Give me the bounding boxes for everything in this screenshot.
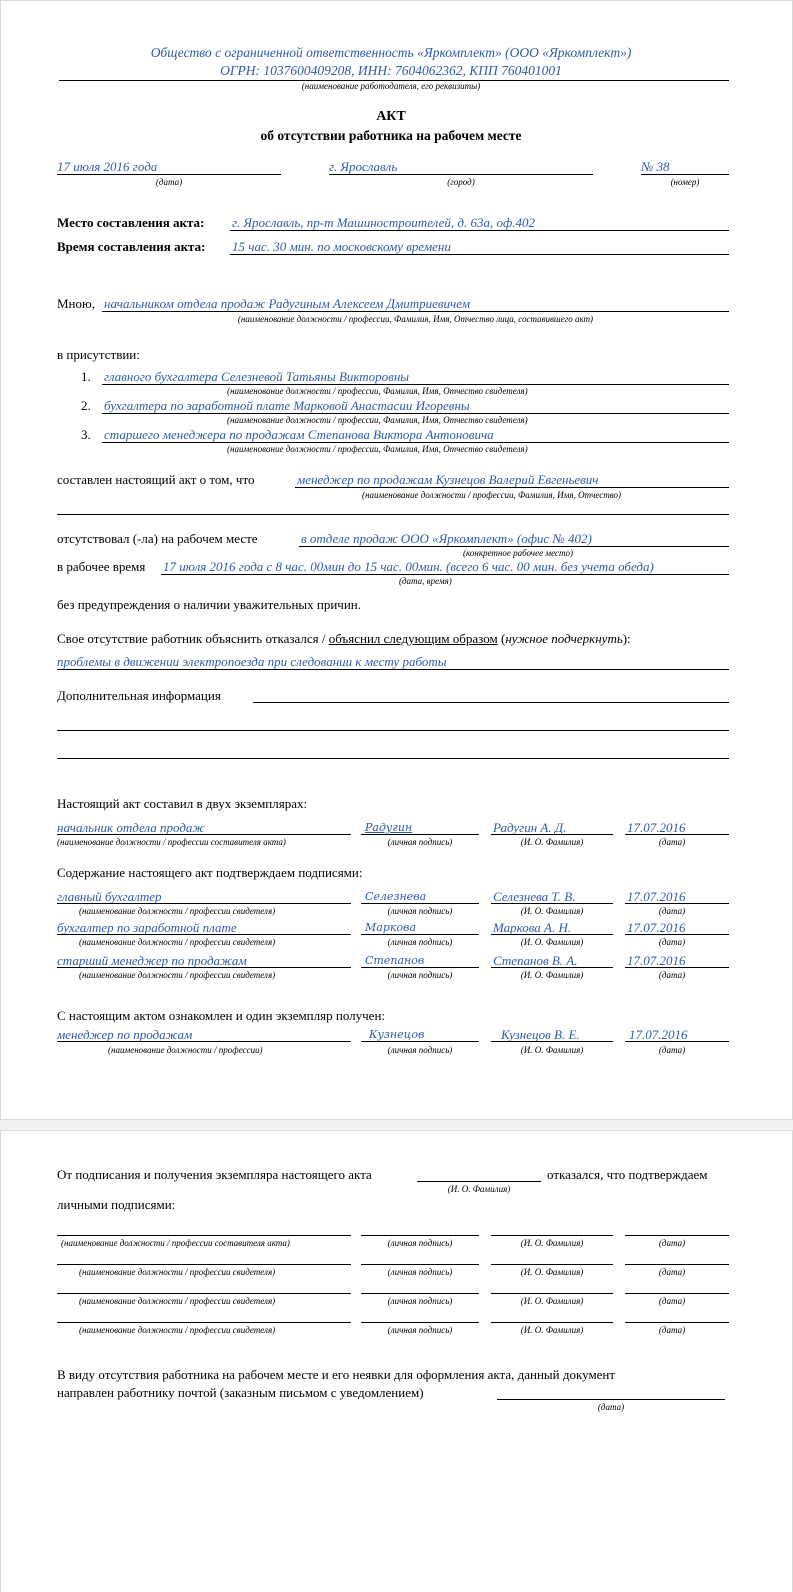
absence-place-caption: (конкретное рабочее место) [463, 548, 573, 558]
time-label: Время составления акта: [57, 239, 206, 254]
act-date: 17 июля 2016 года [57, 159, 158, 174]
underline [57, 1235, 351, 1236]
underline [491, 834, 613, 835]
date-caption: (дата) [658, 837, 686, 847]
date-caption: (дата) [658, 1296, 686, 1306]
refusal-text-continued: личными подписями: [57, 1197, 176, 1212]
underline [361, 834, 479, 835]
underline [361, 934, 479, 935]
mail-text-2: направлен работнику почтой (заказным письмом с уведомлением) [57, 1385, 424, 1400]
underline [491, 1322, 613, 1323]
name-caption: (И. О. Фамилия) [520, 1325, 584, 1335]
refusal-text-start: От подписания и получения экземпляра настоящего акта [57, 1167, 372, 1182]
acquainted-label: С настоящим актом ознакомлен и один экземпляр получен: [57, 1008, 386, 1023]
name-caption: (И. О. Фамилия) [520, 906, 584, 916]
date-caption: (дата) [658, 906, 686, 916]
underline [491, 1235, 613, 1236]
author-caption: (наименование должности / профессии, Фамилия, Имя, Отчество лица, составившего акт) [237, 314, 594, 324]
employee-signature: Кузнецов [369, 1028, 425, 1041]
act-number: № 38 [641, 159, 670, 174]
composer-date: 17.07.2016 [627, 820, 686, 835]
employee-position: менеджер по продажам [57, 1027, 193, 1042]
org-name: Общество с ограниченной ответственность «Яркомплект» (ООО «Яркомплект») [150, 45, 632, 60]
underline [57, 934, 351, 935]
underline [491, 934, 613, 935]
explanation-note-open: ( [497, 631, 506, 646]
name-caption: (И. О. Фамилия) [520, 1296, 584, 1306]
underline [57, 1293, 351, 1294]
date-caption: (дата) [658, 1045, 686, 1055]
name-caption: (И. О. Фамилия) [520, 1045, 584, 1055]
underline [625, 1293, 729, 1294]
witness-position: бухгалтер по заработной плате [57, 920, 237, 935]
number-caption: (номер) [670, 177, 700, 187]
position-caption: (наименование должности / профессии) [108, 1045, 263, 1055]
witness-date: 17.07.2016 [627, 920, 686, 935]
signature-caption: (личная подпись) [387, 837, 453, 847]
underline [299, 546, 729, 547]
witness-position: старший менеджер по продажам [57, 953, 247, 968]
name-caption: (И. О. Фамилия) [520, 1267, 584, 1277]
explanation-value: проблемы в движении электропоезда при следовании к месту работы [57, 654, 447, 669]
underline [253, 702, 729, 703]
name-caption: (И. О. Фамилия) [520, 970, 584, 980]
doc-subtitle: об отсутствии работника на рабочем месте [260, 128, 522, 143]
witness-date: 17.07.2016 [627, 953, 686, 968]
underline [57, 1322, 351, 1323]
underline [57, 903, 351, 904]
witness-number: 1. [81, 369, 91, 384]
underline [161, 574, 729, 575]
underline [57, 514, 729, 515]
signature-caption: (личная подпись) [387, 1296, 453, 1306]
witness-position: главный бухгалтер [57, 889, 162, 904]
underline [361, 1322, 479, 1323]
underline [102, 442, 729, 443]
position-caption: (наименование должности / профессии свидетеля) [79, 906, 276, 916]
witness-signature: Селезнева [365, 890, 427, 903]
witness-signature: Маркова [365, 921, 417, 934]
underline [641, 174, 729, 175]
employee-label: составлен настоящий акт о том, что [57, 472, 255, 487]
explanation-underlined: объяснил следующим образом [328, 631, 498, 646]
date-caption: (дата) [597, 1402, 625, 1412]
underline [625, 934, 729, 935]
explanation-prefix: Свое отсутствие работник объяснить отказался / [57, 631, 329, 646]
underline [102, 413, 729, 414]
underline [491, 1041, 613, 1042]
mail-text-1: В виду отсутствия работника на рабочем месте и его неявки для оформления акта, данный документ [57, 1367, 616, 1382]
underline [57, 1264, 351, 1265]
underline [361, 967, 479, 968]
underline [230, 254, 729, 255]
org-caption: (наименование работодателя, его реквизиты) [301, 81, 481, 91]
org-details: ОГРН: 1037600409208, ИНН: 7604062362, КПП 760401001 [220, 63, 562, 78]
underline [625, 1041, 729, 1042]
underline [625, 903, 729, 904]
underline [57, 730, 729, 731]
date-caption: (дата) [658, 1267, 686, 1277]
no-warning-text: без предупреждения о наличии уважительных причин. [57, 597, 362, 612]
composer-name: Радугин А. Д. [493, 820, 567, 835]
underline [491, 967, 613, 968]
name-caption: (И. О. Фамилия) [520, 837, 584, 847]
witness-name: Селезнева Т. В. [493, 889, 576, 904]
author-label: Мною, [57, 296, 95, 311]
presence-label: в присутствии: [57, 347, 140, 362]
underline [417, 1181, 541, 1182]
place-label: Место составления акта: [57, 215, 205, 230]
underline [361, 1041, 479, 1042]
signature-caption: (личная подпись) [387, 1045, 453, 1055]
witness-value: главного бухгалтера Селезневой Татьяны Викторовны [104, 369, 410, 384]
composer-signature: Радугин [365, 821, 413, 834]
date-caption: (дата) [658, 970, 686, 980]
witness-number: 2. [81, 398, 91, 413]
underline [295, 487, 729, 488]
witness-date: 17.07.2016 [627, 889, 686, 904]
time-value: 15 час. 30 мин. по московскому времени [232, 239, 451, 254]
position-caption: (наименование должности / профессии свидетеля) [79, 937, 276, 947]
position-caption: (наименование должности / профессии свидетеля) [79, 1325, 276, 1335]
underline [230, 230, 729, 231]
underline [57, 1041, 351, 1042]
signature-caption: (личная подпись) [387, 906, 453, 916]
position-caption: (наименование должности / профессии свидетеля) [79, 1267, 276, 1277]
underline [361, 903, 479, 904]
underline [361, 1293, 479, 1294]
witness-value: старшего менеджера по продажам Степанова Виктора Антоновича [104, 427, 494, 442]
date-caption: (дата) [155, 177, 183, 187]
position-caption: (наименование должности / профессии свидетеля) [79, 970, 276, 980]
composer-position: начальник отдела продаж [57, 820, 205, 835]
employee-value: менеджер по продажам Кузнецов Валерий Евгеньевич [297, 472, 599, 487]
underline [57, 967, 351, 968]
explanation-note-close: ): [622, 631, 631, 646]
underline [57, 758, 729, 759]
underline [102, 384, 729, 385]
confirm-label: Содержание настоящего акт подтверждаем подписями: [57, 865, 363, 880]
witness-caption: (наименование должности / профессии, Фамилия, Имя, Отчество свидетеля) [227, 386, 528, 396]
witness-number: 3. [81, 427, 91, 442]
underline [497, 1399, 725, 1400]
employee-date: 17.07.2016 [629, 1027, 688, 1042]
underline [329, 174, 593, 175]
signature-caption: (личная подпись) [387, 937, 453, 947]
underline [625, 967, 729, 968]
signature-caption: (личная подпись) [387, 1325, 453, 1335]
employee-name: Кузнецов В. Е. [501, 1027, 580, 1042]
name-caption: (И. О. Фамилия) [520, 937, 584, 947]
witness-caption: (наименование должности / профессии, Фамилия, Имя, Отчество свидетеля) [227, 415, 528, 425]
witness-value: бухгалтера по заработной плате Марковой Анастасии Игоревны [104, 398, 470, 413]
underline [625, 1264, 729, 1265]
document-page-2 [0, 1130, 793, 1592]
signature-caption: (личная подпись) [387, 1238, 453, 1248]
name-caption: (И. О. Фамилия) [520, 1238, 584, 1248]
date-caption: (дата) [658, 1238, 686, 1248]
city-caption: (город) [447, 177, 475, 187]
doc-title: АКТ [376, 109, 406, 124]
signature-caption: (личная подпись) [387, 1267, 453, 1277]
composed-label: Настоящий акт составил в двух экземплярах: [57, 796, 308, 811]
underline [57, 669, 729, 670]
position-caption: (наименование должности / профессии составителя акта) [61, 1238, 290, 1248]
absence-place-label: отсутствовал (-ла) на рабочем месте [57, 531, 258, 546]
position-caption: (наименование должности / профессии составителя акта) [57, 837, 286, 847]
underline [491, 903, 613, 904]
underline [102, 311, 729, 312]
underline [361, 1264, 479, 1265]
witness-name: Степанов В. А. [493, 953, 578, 968]
underline [361, 1235, 479, 1236]
explanation-text [57, 631, 631, 647]
author-value: начальником отдела продаж Радугиным Алексеем Дмитриевичем [104, 296, 470, 311]
name-caption: (И. О. Фамилия) [447, 1184, 511, 1194]
place-value: г. Ярославль, пр-т Машиностроителей, д. 63а, оф.402 [232, 215, 535, 230]
date-caption: (дата) [658, 1325, 686, 1335]
absence-time-caption: (дата, время) [399, 576, 452, 586]
underline [57, 834, 351, 835]
signature-caption: (личная подпись) [387, 970, 453, 980]
underline [491, 1264, 613, 1265]
absence-time-label: в рабочее время [57, 559, 146, 574]
absence-place-value: в отделе продаж ООО «Яркомплект» (офис № 402) [301, 531, 592, 546]
underline [625, 834, 729, 835]
underline [625, 1235, 729, 1236]
witness-signature: Степанов [365, 954, 425, 967]
employee-caption: (наименование должности / профессии, Фамилия, Имя, Отчество) [362, 490, 622, 500]
underline [57, 174, 281, 175]
underline [625, 1322, 729, 1323]
underline [491, 1293, 613, 1294]
witness-name: Маркова А. Н. [493, 920, 572, 935]
refusal-text-end: отказался, что подтверждаем [547, 1167, 708, 1182]
explanation-note: нужное подчеркнуть [505, 631, 623, 646]
position-caption: (наименование должности / профессии свидетеля) [79, 1296, 276, 1306]
act-city: г. Ярославль [329, 159, 398, 174]
additional-label: Дополнительная информация [57, 688, 221, 703]
absence-time-value: 17 июля 2016 года с 8 час. 00мин до 15 час. 00мин. (всего 6 час. 00 мин. без учета обеда) [163, 559, 654, 574]
witness-caption: (наименование должности / профессии, Фамилия, Имя, Отчество свидетеля) [227, 444, 528, 454]
date-caption: (дата) [658, 937, 686, 947]
